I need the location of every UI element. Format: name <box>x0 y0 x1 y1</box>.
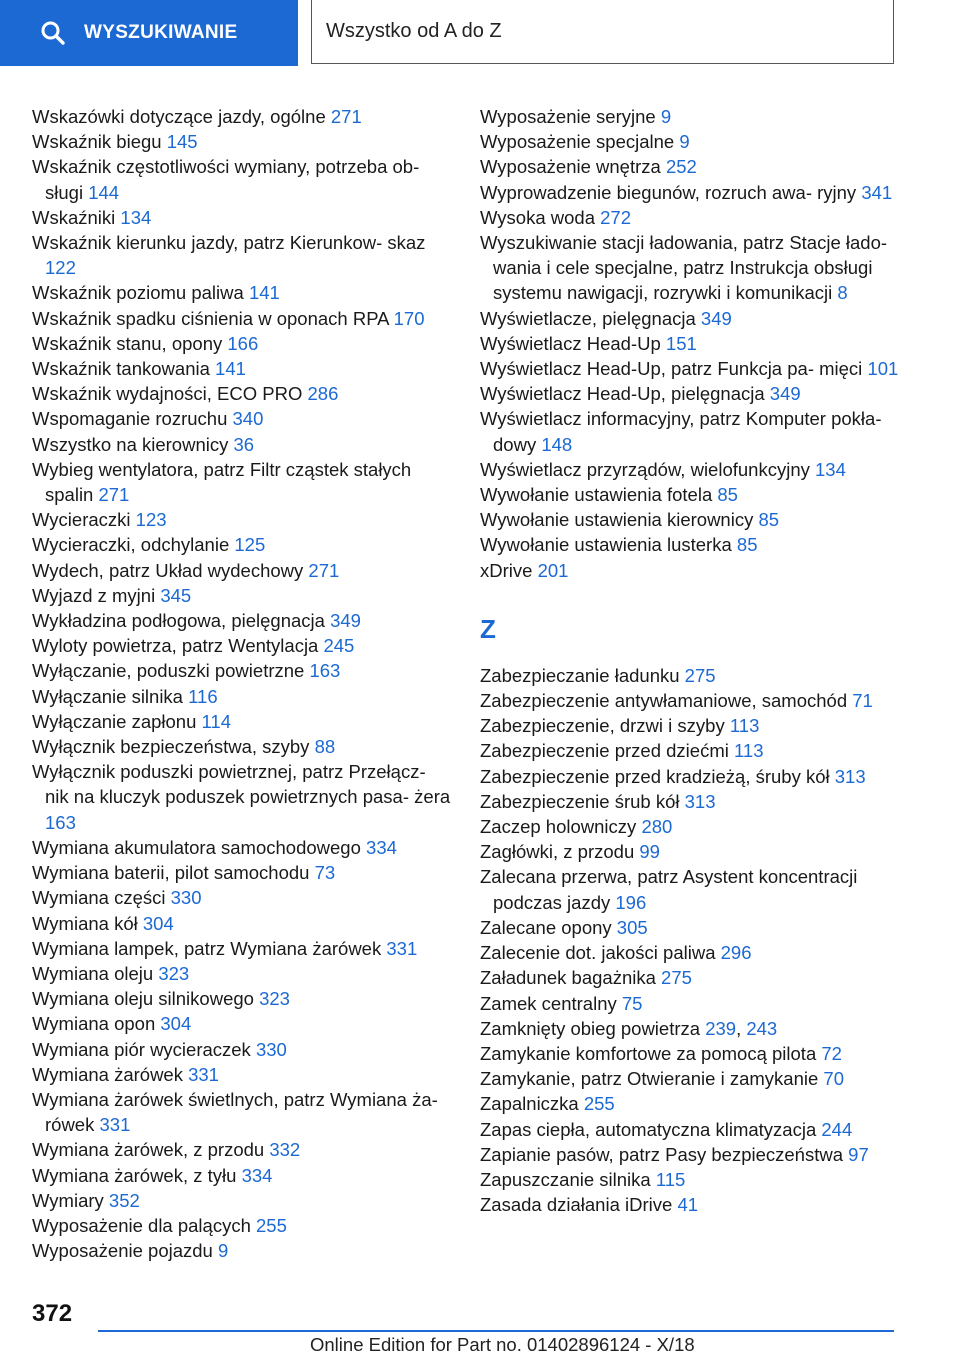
page-link[interactable]: 334 <box>366 836 397 858</box>
page-link[interactable]: 272 <box>600 206 632 228</box>
page-link[interactable]: 144 <box>88 181 120 203</box>
index-entry <box>480 814 910 839</box>
page-link[interactable]: 97 <box>848 1143 869 1165</box>
index-entry <box>32 381 452 406</box>
index-entry-text: Wyświetlacz przyrządów, wielofunkcyjny <box>480 458 810 480</box>
index-entry-text: Wymiana oleju silnikowego <box>32 988 254 1010</box>
page-link[interactable]: 323 <box>259 988 290 1010</box>
index-entry <box>480 230 910 306</box>
index-entry <box>480 713 910 738</box>
page-link[interactable]: 304 <box>142 912 174 934</box>
page-link[interactable]: 170 <box>393 307 425 329</box>
index-entry <box>480 482 910 507</box>
page-link[interactable]: 125 <box>234 534 266 556</box>
index-entry-text: Wyjazd z myjni <box>32 584 156 606</box>
index-entry <box>480 507 910 532</box>
index-entry-text: Wyłączanie zapłonu <box>32 710 197 732</box>
search-icon <box>40 20 66 46</box>
page-link[interactable]: 280 <box>641 816 673 838</box>
page-link[interactable]: 99 <box>639 841 660 863</box>
index-entry-text: Wyłącznik bezpieczeństwa, szyby <box>32 736 310 758</box>
page-link[interactable]: 349 <box>769 383 801 405</box>
index-entry-text: Wskaźnik wydajności, ECO PRO <box>32 383 303 405</box>
index-entry <box>32 406 452 431</box>
page-link[interactable]: 101 <box>867 358 899 380</box>
index-entry-text: Wskaźnik częstotliwości wymiany, potrzeba ob‐ sługi <box>32 156 420 203</box>
index-entry-text: Wyświetlacze, pielęgnacja <box>480 307 696 329</box>
index-entry-text: Wycieraczki <box>32 509 131 531</box>
index-entry-text: Wszystko na kierownicy <box>32 433 229 455</box>
index-entry <box>32 961 452 986</box>
page-link[interactable]: 331 <box>386 937 418 959</box>
page-link[interactable]: 255 <box>583 1093 615 1115</box>
index-entry-text: Zapianie pasów, patrz Pasy bezpieczeństwa <box>480 1143 844 1165</box>
index-entry-text: Zaczep holowniczy <box>480 816 637 838</box>
index-entry <box>32 1163 452 1188</box>
index-entry-text: Wyłączanie silnika <box>32 685 183 707</box>
page-link[interactable]: 72 <box>821 1042 842 1064</box>
page-link[interactable]: 305 <box>616 916 648 938</box>
page-link[interactable]: 243 <box>746 1017 778 1039</box>
index-entry <box>32 507 452 532</box>
index-entry <box>32 658 452 683</box>
index-entry <box>480 991 910 1016</box>
page-link[interactable]: 85 <box>736 534 758 556</box>
index-entry-text: Wyświetlacz Head-Up, patrz Funkcja pa‐ mięci <box>480 358 863 380</box>
search-button-label: WYSZUKIWANIE <box>84 22 238 43</box>
index-entry-text: Zasada działania iDrive <box>480 1194 673 1216</box>
index-group-z <box>480 663 910 1217</box>
index-column-right <box>480 104 910 1217</box>
index-entry-text: Wskaźniki <box>32 206 116 228</box>
index-entry <box>32 331 452 356</box>
page-link[interactable]: 349 <box>330 610 361 632</box>
index-entry <box>32 1062 452 1087</box>
index-entry-text: Załadunek bagażnika <box>480 967 656 989</box>
index-entry-text: Wymiana opon <box>32 1013 156 1035</box>
index-entry-text: Wspomaganie rozruchu <box>32 408 228 430</box>
index-entry <box>32 1011 452 1036</box>
index-entry <box>480 356 910 381</box>
page-link[interactable]: 352 <box>108 1189 140 1211</box>
index-entry <box>32 457 452 507</box>
index-entry-text: Wymiana piór wycieraczek <box>32 1038 251 1060</box>
index-entry-text: Wyłączanie, poduszki powietrzne <box>32 660 305 682</box>
index-entry-text: Wymiana żarówek świetlnych, patrz Wymiana ża‐ rówek <box>32 1088 438 1136</box>
header <box>0 0 960 66</box>
index-entry-text: Wyświetlacz Head-Up, pielęgnacja <box>480 383 765 405</box>
page-link[interactable]: 275 <box>684 664 716 686</box>
index-entry-text: Wymiana baterii, pilot samochodu <box>32 862 310 884</box>
page-link[interactable]: 239 <box>705 1017 737 1039</box>
index-entry-text: Wskazówki dotyczące jazdy, ogólne <box>32 106 326 127</box>
index-entry <box>480 532 910 557</box>
page-link[interactable]: 141 <box>248 282 280 304</box>
page-link[interactable]: 331 <box>188 1063 219 1085</box>
index-entry <box>480 1041 910 1066</box>
index-column-left <box>32 104 452 1263</box>
index-entry <box>480 688 910 713</box>
index-entry <box>32 432 452 457</box>
page-link[interactable]: 85 <box>758 509 780 531</box>
index-entry-text: Wymiana żarówek, z tyłu <box>32 1164 237 1186</box>
page-link[interactable]: 9 <box>660 106 672 127</box>
index-entry <box>480 381 910 406</box>
page-link[interactable]: 196 <box>615 891 647 913</box>
index-entry <box>480 1091 910 1116</box>
page-link[interactable]: 166 <box>227 332 259 354</box>
page-link[interactable]: 331 <box>99 1114 131 1136</box>
index-entry <box>480 129 910 154</box>
index-entry-text: Wymiana oleju <box>32 962 154 984</box>
index-entry <box>32 860 452 885</box>
index-entry-text: Wywołanie ustawienia kierownicy <box>480 509 754 531</box>
index-entry-text: Zamykanie, patrz Otwieranie i zamykanie <box>480 1068 819 1090</box>
page-link[interactable]: 134 <box>815 458 846 480</box>
page-link[interactable]: 244 <box>821 1118 853 1140</box>
index-entry-text: Wskaźnik biegu <box>32 131 162 153</box>
page-link[interactable]: 296 <box>720 942 752 964</box>
index-entry <box>480 965 910 990</box>
index-entry-text: Wyloty powietrza, patrz Wentylacja <box>32 635 319 657</box>
index-entry <box>480 738 910 763</box>
index-entry-text: Wyprowadzenie biegunów, rozruch awa‐ ryjny <box>480 181 857 203</box>
index-entry <box>480 764 910 789</box>
index-entry <box>32 280 452 305</box>
index-entry-text: Wskaźnik stanu, opony <box>32 332 223 354</box>
page-link[interactable]: 163 <box>309 660 341 682</box>
index-entry <box>32 684 452 709</box>
page-link[interactable]: 88 <box>314 736 336 758</box>
index-entry <box>32 1238 452 1263</box>
page-link[interactable]: 116 <box>188 685 218 707</box>
index-entry-text: Zabezpieczenie, drzwi i szyby <box>480 715 725 737</box>
index-entry-text: Wymiana żarówek <box>32 1063 183 1085</box>
page-link[interactable]: 70 <box>823 1068 844 1090</box>
index-group-w <box>480 104 910 583</box>
index-entry-text: Zabezpieczenie przed dziećmi <box>480 740 729 762</box>
index-entry <box>480 406 910 456</box>
index-entry <box>32 154 452 204</box>
page-link[interactable]: 36 <box>233 433 255 455</box>
index-entry-text: Zapalniczka <box>480 1093 579 1115</box>
index-entry <box>480 331 910 356</box>
edition-text: Online Edition for Part no. 01402896124 - X/18 <box>310 1334 695 1355</box>
index-entry <box>32 205 452 230</box>
index-entry <box>32 608 452 633</box>
index-entry: Zamknięty obieg powietrza 239, 243 <box>480 1017 778 1039</box>
index-entry <box>480 864 910 914</box>
index-entry-text: Zabezpieczenie śrub kół <box>480 790 680 812</box>
index-entry-text: Wysoka woda <box>480 206 595 228</box>
index-entry-text: Zagłówki, z przodu <box>480 841 635 863</box>
page-link[interactable]: 271 <box>308 559 340 581</box>
page-link[interactable]: 330 <box>255 1038 287 1060</box>
page-link[interactable]: 323 <box>158 962 190 984</box>
index-entry-text: Wyposażenie specjalne <box>480 131 675 153</box>
index-entry <box>32 129 452 154</box>
index-entry <box>480 154 910 179</box>
page-link[interactable]: 304 <box>160 1013 192 1035</box>
index-entry-text: Wyświetlacz Head-Up <box>480 332 661 354</box>
page-link[interactable]: 332 <box>269 1139 301 1161</box>
page-link[interactable]: 163 <box>45 811 76 833</box>
index-entry-text: Wybieg wentylatora, patrz Filtr cząstek stałych spalin <box>32 458 412 506</box>
index-entry <box>32 104 452 129</box>
index-entry <box>480 915 910 940</box>
index-entry <box>480 558 910 583</box>
index-entry <box>32 986 452 1011</box>
index-entry-text: Zalecana przerwa, patrz Asystent koncentracji podczas jazdy <box>480 866 858 913</box>
index-entry-text: Wycieraczki, odchylanie <box>32 534 230 556</box>
page-link[interactable]: 349 <box>700 307 732 329</box>
index-entry <box>32 583 452 608</box>
index-entry-text: Zamknięty obieg powietrza <box>480 1017 701 1039</box>
index-entry <box>32 1213 452 1238</box>
index-entry-text: Zabezpieczanie ładunku <box>480 664 680 686</box>
index-entry <box>32 306 452 331</box>
page-link[interactable]: 122 <box>45 257 76 279</box>
index-entry <box>480 1142 910 1167</box>
page-link[interactable]: 113 <box>734 740 764 762</box>
page-link[interactable]: 271 <box>98 484 130 506</box>
page-link[interactable]: 271 <box>330 106 362 127</box>
page-link[interactable]: 286 <box>307 383 339 405</box>
index-entry <box>480 663 910 688</box>
index-entry-text: Zamek centralny <box>480 992 617 1014</box>
page-link[interactable]: 114 <box>201 710 232 732</box>
search-button[interactable] <box>0 0 298 66</box>
page-link[interactable]: 41 <box>677 1194 699 1216</box>
page-link[interactable]: 151 <box>665 332 697 354</box>
index-entry <box>32 230 452 280</box>
index-entry <box>480 1066 910 1091</box>
index-entry <box>32 835 452 860</box>
index-entry-text: Wymiana akumulatora samochodowego <box>32 836 361 858</box>
index-entry <box>480 1117 910 1142</box>
index-entry <box>32 532 452 557</box>
index-entry <box>480 457 910 482</box>
index-entry <box>480 180 910 205</box>
index-entry <box>32 911 452 936</box>
page-link[interactable]: 334 <box>241 1164 273 1186</box>
index-entry-text: xDrive <box>480 559 533 581</box>
index-entry-text: Wyświetlacz informacyjny, patrz Komputer pokła‐ dowy <box>480 408 882 455</box>
index-entry <box>32 558 452 583</box>
index-entry <box>480 839 910 864</box>
index-entry-text: Wskaźnik poziomu paliwa <box>32 282 244 304</box>
index-entry <box>480 1192 910 1217</box>
page-link[interactable]: 340 <box>232 408 264 430</box>
index-entry-text: Wskaźnik kierunku jazdy, patrz Kierunkow‐ skaz <box>32 232 426 254</box>
index-entry-text: Wskaźnik tankowania <box>32 358 210 380</box>
page-link[interactable]: 245 <box>323 635 355 657</box>
page-link[interactable]: 9 <box>217 1240 229 1262</box>
page-link[interactable]: 252 <box>665 156 697 178</box>
footer-divider <box>98 1330 894 1332</box>
page-link[interactable]: 275 <box>661 967 692 989</box>
index-entry-text: Zalecenie dot. jakości paliwa <box>480 942 716 964</box>
page-link[interactable]: 255 <box>256 1214 287 1236</box>
page-link[interactable]: 115 <box>655 1168 686 1190</box>
index-entry-text: Wyposażenie seryjne <box>480 106 656 127</box>
page-number: 372 <box>32 1300 73 1327</box>
index-entry-text: Zabezpieczenie antywłamaniowe, samochód <box>480 690 848 712</box>
page-link[interactable]: 123 <box>135 509 167 531</box>
index-entry-text: Wskaźnik spadku ciśnienia w oponach RPA <box>32 307 389 329</box>
index-entry <box>480 789 910 814</box>
page-link[interactable]: 85 <box>717 484 738 506</box>
index-entry-text: Wykładzina podłogowa, pielęgnacja <box>32 610 325 632</box>
index-entry-text: Wywołanie ustawienia fotela <box>480 484 713 506</box>
page-link[interactable]: 145 <box>166 131 198 153</box>
index-entry-text: Zabezpieczenie przed kradzieżą, śruby kół <box>480 765 830 787</box>
index-entry <box>32 356 452 381</box>
page-link[interactable]: 345 <box>160 584 192 606</box>
page-link[interactable]: 141 <box>215 358 246 380</box>
index-entry-text: Wyposażenie dla palących <box>32 1214 251 1236</box>
index-entry-text: Wymiana kół <box>32 912 138 934</box>
page-link[interactable]: 134 <box>120 206 152 228</box>
page-link[interactable]: 9 <box>679 131 690 153</box>
index-entry-text: Wymiana części <box>32 887 166 909</box>
index-entry <box>480 940 910 965</box>
index-entry <box>32 633 452 658</box>
index-entry <box>32 1037 452 1062</box>
index-entry <box>32 709 452 734</box>
index-entry-text: Zalecane opony <box>480 916 612 938</box>
page-link[interactable]: 313 <box>684 790 716 812</box>
index-entry <box>32 759 452 835</box>
section-title: Wszystko od A do Z <box>326 20 502 42</box>
index-entry <box>480 1167 910 1192</box>
page-link[interactable]: 313 <box>834 765 866 787</box>
index-entry-text: Wydech, patrz Układ wydechowy <box>32 559 304 581</box>
index-entry <box>32 936 452 961</box>
page-link[interactable]: 341 <box>861 181 893 203</box>
index-entry <box>32 1087 452 1137</box>
index-entry-text: Wywołanie ustawienia lusterka <box>480 534 732 556</box>
page-link[interactable]: 113 <box>729 715 760 737</box>
index-entry <box>32 734 452 759</box>
page-link[interactable]: 8 <box>837 282 848 304</box>
page-link[interactable]: 330 <box>170 887 202 909</box>
page-link[interactable]: 73 <box>314 862 336 884</box>
page-link[interactable]: 148 <box>541 433 573 455</box>
index-entry <box>480 306 910 331</box>
section-tab[interactable] <box>311 0 894 64</box>
index-entry-text: Wymiana żarówek, z przodu <box>32 1139 265 1161</box>
index-entry-text: Zapas ciepła, automatyczna klimatyzacja <box>480 1118 817 1140</box>
page-link[interactable]: 201 <box>537 559 569 581</box>
section-letter: Z <box>480 613 496 644</box>
page-link[interactable]: 71 <box>852 690 873 712</box>
index-entry <box>480 205 910 230</box>
index-entry <box>32 885 452 910</box>
index-entry-text: Wyszukiwanie stacji ładowania, patrz Stacje łado‐ wania i cele specjalne, patrz Instrukcja obsługi systemu nawigacji, rozrywki i komunikacji <box>480 232 888 304</box>
index-entry-text: Zapuszczanie silnika <box>480 1168 651 1190</box>
index-entry <box>32 1188 452 1213</box>
index-entry <box>480 104 910 129</box>
index-entry <box>32 1137 452 1162</box>
index-entry-text: Wyłącznik poduszki powietrznej, patrz Przełącz‐ nik na kluczyk poduszek powietrznych pasa‐ żera <box>32 761 451 808</box>
index-entry-text: Wyposażenie wnętrza <box>480 156 661 178</box>
page-link[interactable]: 75 <box>621 992 643 1014</box>
index-entry-text: Wymiana lampek, patrz Wymiana żarówek <box>32 937 382 959</box>
index-entry-text: Wyposażenie pojazdu <box>32 1240 213 1262</box>
index-entry-text: Wymiary <box>32 1189 104 1211</box>
index-entry-text: Zamykanie komfortowe za pomocą pilota <box>480 1042 817 1064</box>
